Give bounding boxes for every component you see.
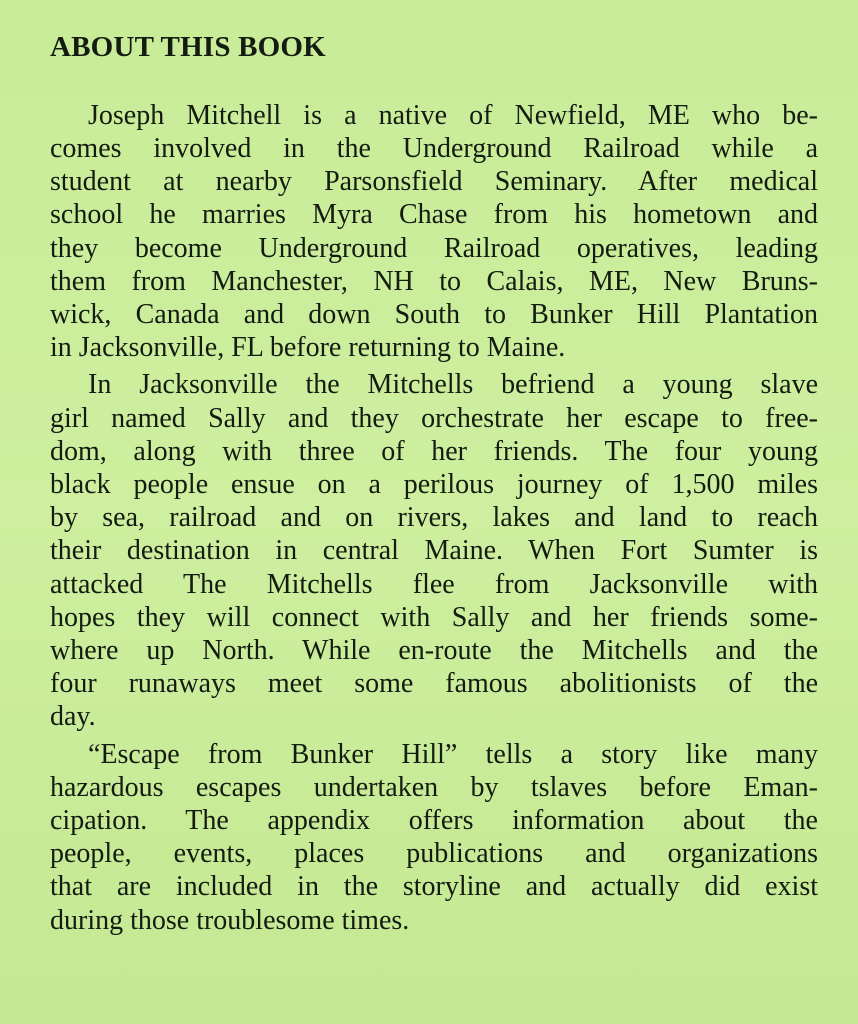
text-line: people, events, places publications and organizations [50,838,818,870]
paragraph-2 [50,368,818,733]
paragraph-1 [50,99,818,365]
text-line: black people ensue on a perilous journey of 1,500 miles [50,469,818,501]
text-line: wick, Canada and down South to Bunker Hill Plantation [50,299,818,331]
text-line: they become Underground Railroad operatives, leading [50,232,818,264]
text-line: their destination in central Maine. When Fort Sumter is [50,535,818,567]
section-heading: ABOUT THIS BOOK [50,31,326,63]
text-line: them from Manchester, NH to Calais, ME, New Bruns- [50,265,818,297]
text-line: comes involved in the Underground Railroad while a [50,133,818,164]
text-line: attacked The Mitchells flee from Jacksonville with [50,568,818,600]
text-line: girl named Sally and they orchestrate her escape to free- [50,402,818,434]
text-line: that are included in the storyline and actually did exist [50,871,818,903]
text-line: four runaways meet some famous abolitionists of the [50,668,818,700]
text-line: cipation. The appendix offers information about the [50,805,818,837]
text-line: Joseph Mitchell is a native of Newfield, ME who be- [88,99,818,131]
text-line: In Jacksonville the Mitchells befriend a young slave [88,369,818,401]
text-line: during those troublesome times. [50,904,410,936]
paragraph-3 [50,738,818,937]
text-line: in Jacksonville, FL before returning to Maine. [50,332,566,364]
text-line: hopes they will connect with Sally and her friends some- [50,601,818,633]
text-line: where up North. While en-route the Mitchells and the [50,635,818,667]
text-line: school he marries Myra Chase from his hometown and [50,199,818,231]
text-line: dom, along with three of her friends. The four young [50,435,818,467]
text-line: hazardous escapes undertaken by tslaves before Eman- [50,771,818,803]
text-line: by sea, railroad and on rivers, lakes and land to reach [50,502,818,534]
text-line: “Escape from Bunker Hill” tells a story like many [88,738,818,770]
text-line: day. [50,701,96,733]
text-line: student at nearby Parsonsfield Seminary. After medical [50,166,818,198]
